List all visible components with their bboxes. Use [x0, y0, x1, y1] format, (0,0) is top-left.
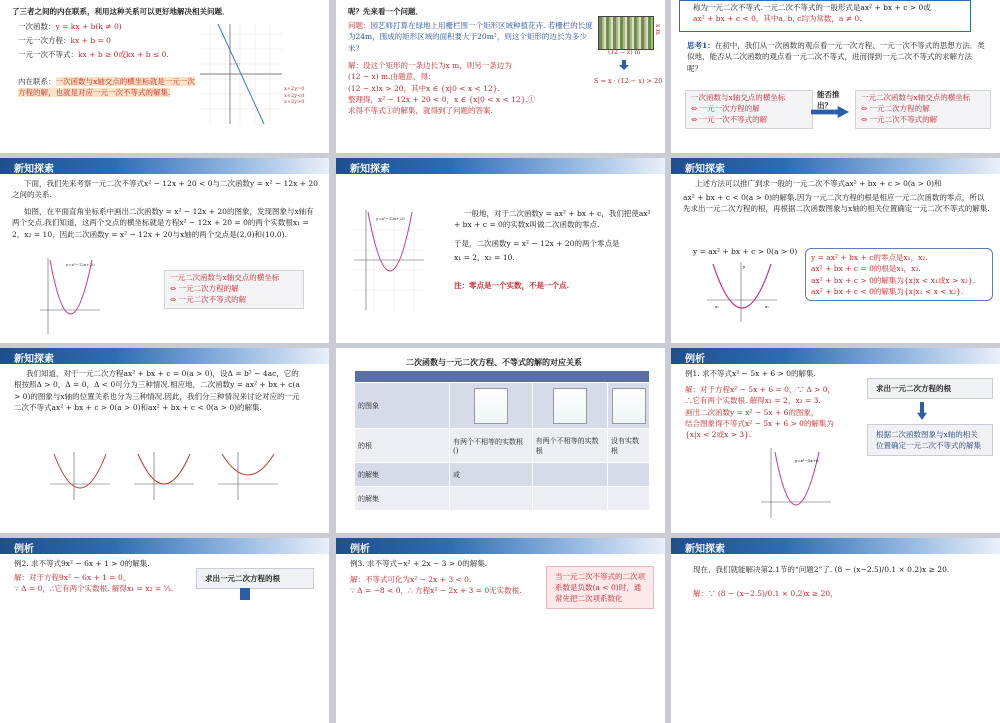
parabola-graph	[40, 258, 100, 334]
slide-header: 新知探索	[336, 158, 665, 174]
graph-legend: x+2y=0 x+2y<0 x+2y>0	[284, 86, 305, 105]
step-box-1: 求出一元二次方程的根	[196, 568, 314, 589]
svg-text:x₂: x₂	[765, 304, 769, 309]
slide-example-3[interactable]	[336, 538, 665, 723]
delta-graphs	[50, 452, 280, 500]
correspondence-table: 的图象 的根 有两个不相等的实数根 () 有两个不相等的实数根 没有实数根 的解集 或 的解集	[354, 370, 650, 511]
example-graph	[761, 448, 831, 518]
slide-explore-delta[interactable]	[0, 348, 329, 533]
slide-header: 例析	[0, 538, 329, 554]
row-graph: 的图象	[355, 383, 450, 429]
slide-header: 例析	[671, 348, 1000, 364]
line-3: 一元一次不等式：kx + b ≥ 0或kx + b ≤ 0.	[18, 50, 169, 59]
example-solution: 解：不等式可化为x² − 2x + 3 < 0. ∵ Δ = −8 < 0，∴ 方程x² − 2x + 3 = 0无实数根.	[350, 575, 522, 596]
example-solution: 解：对于方程9x² − 6x + 1 = 0， ∵ Δ = 0，∴它有两个实数根. 解得x₁ = x₂ = ⅓.	[14, 573, 174, 594]
think-text: 思考1：在初中，我们从一次函数的观点看一元一次方程、一元一次不等式的思想方法．类似地，能否从二次函数的观点看一元二次不等式，进而得到一元二次不等式的求解方法呢？	[687, 41, 985, 73]
tip-box: 当一元二次不等式的二次项系数是负数(a < 0)时，通常先把二次项系数化	[546, 566, 654, 609]
slide-garden-problem[interactable]	[336, 0, 665, 153]
row-solution-lt: 的解集	[355, 487, 450, 511]
example-question: 例1. 求不等式x² − 5x + 6 > 0的解集.	[685, 369, 816, 378]
down-arrow-icon	[917, 402, 927, 420]
step-box-1: 求出一元二次方程的根	[867, 378, 993, 399]
solution: 解：设这个矩形的一条边长为x m，则另一条边为 (12 − x) m.由题意，得： (12 − x)x > 20，其中x ∈ {x|0 < x < 12}. 整理得，x² − 12x + 20 < 0，x ∈ {x|0 < x < 12}.① 求得不等式①的解集，就得到了问题的答案.	[348, 61, 536, 115]
definition-text: 称为一元二次不等式.一元二次不等式的一般形式是ax² + bx + c > 0或 ax² + bx + c < 0，其中a, b, c均为常数，a ≠ 0.	[693, 3, 931, 24]
example-question: 例3. 求不等式−x² + 2x − 3 > 0的解集.	[350, 559, 488, 568]
para-delta: 我们知道，对于一元二次方程ax² + bx + c = 0(a > 0)，设Δ = b² − 4ac，它的根按照Δ > 0，Δ = 0，Δ < 0可分为三种情况.相应地，二次函数y = ax² + bx + c(a > 0)的图象与x轴的位置关系也分为三种情况.因此，我们分三种情况来讨论对应的一元二次不等式ax² + bx + c > 0(a > 0)和ax² + bx + c < 0(a > 0)的解集.	[14, 369, 300, 412]
zeros-summary-box: y = ax² + bx + c的零点是x₁，x₂. ax² + bx + c = 0的根是x₁，x₂. ax² + bx + c > 0的解集为{x|x < x₁或x > x₂}. ax² + bx + c < 0的解集为{x|x₁ < x < x₂}.	[805, 248, 993, 301]
slide-explore-problem2[interactable]	[671, 538, 1000, 723]
slide-header: 新知探索	[0, 348, 329, 364]
slide-think[interactable]	[671, 0, 1000, 153]
slide-linear-relations[interactable]	[0, 0, 329, 153]
slide-explore-general[interactable]	[671, 158, 1000, 343]
graph-label: y=x²−12x+20	[376, 216, 405, 221]
slide-example-2[interactable]	[0, 538, 329, 723]
intro-text: 了三者之间的内在联系，利用这种关系可以更好地解决相关问题．	[12, 7, 230, 16]
zeros-values: x₁ = 2，x₂ = 10.	[454, 253, 515, 262]
slide-example-1[interactable]	[671, 348, 1000, 533]
svg-text:x₁: x₁	[715, 304, 719, 309]
zero-note: 注：零点是一个实数，不是一个点.	[454, 281, 570, 290]
down-arrow-icon	[240, 588, 250, 600]
para-2: 如图，在平面直角坐标系中画出二次函数y = x² − 12x + 20的图象，发现图象与x轴有两个交点.我们知道，这两个交点的横坐标就是方程x² − 12x + 20 = 0的两个实数根x₁ = 2，x₂ = 10．因此二次函数y = x² − 12x + 20与x轴的两个交点是(2,0)和(10,0).	[12, 207, 314, 239]
row-solution-gt: 的解集	[355, 463, 450, 487]
table-title: 二次函数与一元二次方程、不等式的解的对应关系	[406, 357, 582, 367]
example-solution: 解：对于方程x² − 5x + 6 = 0，∵ Δ > 0， ∴它有两个实数根. 解得x₁ = 2，x₂ = 3. 画出二次函数y = x² − 5x + 6的图象， 结合图象得不等式x² − 5x + 6 > 0的解集为 {x|x < 2或x > 3}.	[685, 385, 836, 439]
slide-explore-zeros[interactable]	[336, 158, 665, 343]
solution-problem2: 解：∵ (8 − (x−2.5)/0.1 × 0.2)x ≥ 20，	[693, 589, 838, 598]
linear-relation-box: 一次函数与x轴交点的横坐标 ⇔ 一元一次方程的解 ⇔ 一元一次不等式的解	[685, 90, 813, 129]
can-deduce-label: 能否推出？	[817, 90, 840, 111]
para-problem2: 现在，我们就能解决第2.1节的“问题2”了. (8 − (x−2.5)/0.1 × 0.2)x ≥ 20.	[693, 565, 950, 574]
para-general-1: 上述方法可以推广到求一般的一元二次不等式ax² + bx + c > 0(a > 0)和	[695, 179, 942, 188]
slide-header: 新知探索	[671, 538, 1000, 554]
svg-text:y: y	[743, 264, 746, 269]
down-arrow-icon	[619, 60, 629, 70]
area-formula: S = x · (12 − x) > 20	[594, 77, 663, 85]
side-label: x m	[654, 24, 661, 35]
bottom-label: (12 − x) m	[608, 49, 641, 56]
row-roots: 的根	[355, 429, 450, 463]
inequality-label: y = ax² + bx + c > 0(a > 0)	[693, 247, 798, 256]
para-zeros-2: 于是，二次函数y = x² − 12x + 20的两个零点是	[454, 239, 620, 248]
relation-box: 一元二次函数与x轴交点的横坐标 ⇔ 一元二次方程的解 ⇔ 一元二次不等式的解	[164, 270, 304, 309]
q-intro: 呢？先来看一个问题．	[348, 7, 423, 16]
slide-header: 例析	[336, 538, 665, 554]
general-parabola	[707, 262, 777, 322]
slide-explore-1[interactable]	[0, 158, 329, 343]
linear-graph	[200, 24, 282, 124]
example-question: 例2. 求不等式9x² − 6x + 1 > 0的解集.	[14, 559, 150, 568]
step-box-2: 根据二次函数图象与x轴的相关位置确定一元二次不等式的解集	[867, 424, 993, 456]
para-1: 下面，我们先来考察一元二次不等式x² − 12x + 20 < 0与二次函数y = x² − 12x + 20之间的关系.	[12, 179, 318, 200]
line-2: 一元一次方程：kx + b = 0	[18, 36, 111, 45]
svg-text:y=x²−12x+20: y=x²−12x+20	[66, 262, 95, 267]
relation-text: 内在联系：一次函数与x轴交点的横坐标就是一元一次方程的解，也就是对应一元一次不等式的解集.	[18, 77, 195, 98]
slide-header: 新知探索	[671, 158, 1000, 174]
garden-photo	[598, 16, 654, 50]
slide-header: 新知探索	[0, 158, 329, 174]
para-general-2: ax² + bx + c < 0(a > 0)的解集.因为一元二次方程的根是相应一元二次函数的零点，所以先求出一元二次方程的根，再根据二次函数图象与x轴的相关位置确定一元二次不等式的解集.	[683, 193, 990, 214]
problem-text: 问题：园艺师打算在绿地上用栅栏围一个矩形区域种植花卉. 若栅栏的长度为24m，围成的矩形区域的面积要大于20m²，则这个矩形的边长为多少米？	[348, 21, 593, 53]
slide-correspondence-table[interactable]	[336, 348, 665, 533]
svg-text:y=x²−5x+6: y=x²−5x+6	[795, 458, 819, 463]
line-1: 一次函数：y = kx + b(k ≠ 0)	[18, 22, 122, 31]
zeros-graph	[354, 210, 424, 310]
para-zeros: 一般地，对于二次函数y = ax² + bx + c，我们把使ax² + bx + c = 0的实数x叫做二次函数的零点.	[454, 209, 651, 230]
quadratic-relation-box: 一元二次函数与x轴交点的横坐标 ⇔ 一元二次方程的解 ⇔ 一元二次不等式的解	[855, 90, 991, 129]
